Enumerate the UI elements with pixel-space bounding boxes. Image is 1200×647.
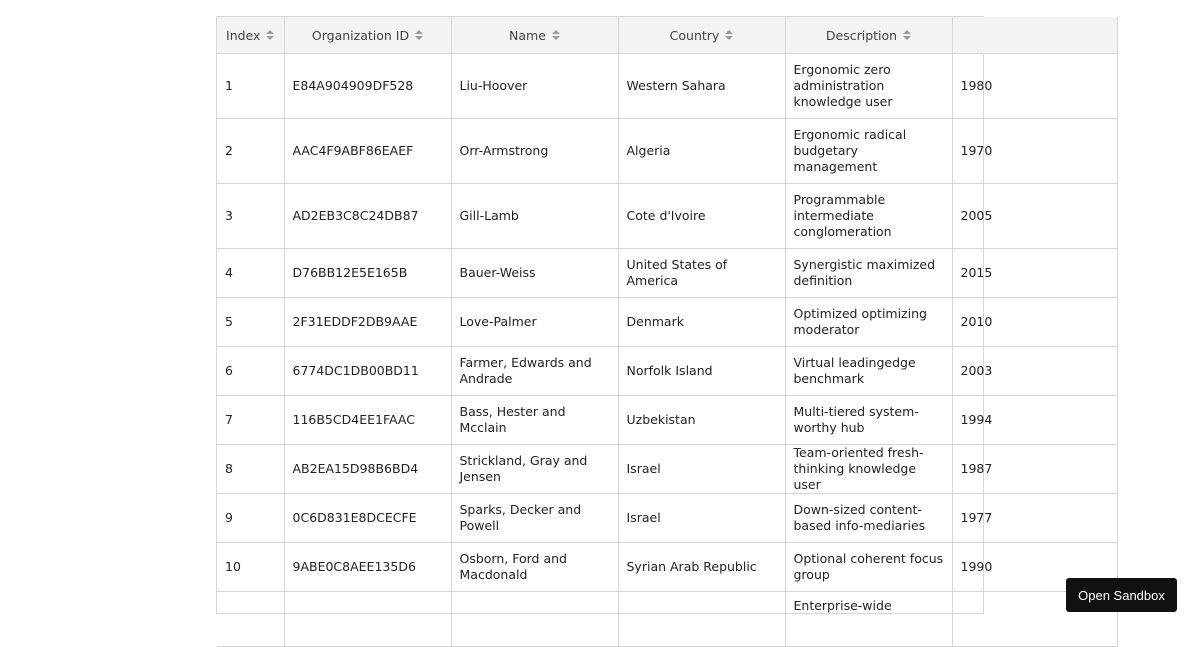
sort-icon[interactable] [415, 30, 423, 40]
sort-icon[interactable] [725, 30, 733, 40]
cell-index: 7 [217, 396, 284, 445]
cell-name: Sparks, Decker and Powell [451, 494, 618, 543]
cell-organization-id: 6774DC1DB00BD11 [284, 347, 451, 396]
cell-organization-id: D76BB12E5E165B [284, 249, 451, 298]
cell-name [451, 592, 618, 647]
column-header-founded[interactable] [952, 17, 1117, 54]
table-row [217, 184, 1117, 249]
cell-founded: 1980 [952, 54, 1117, 119]
column-header-label: Index [226, 27, 261, 43]
cell-description: Synergistic maximized definition [785, 249, 952, 298]
table-row [217, 494, 1117, 543]
cell-founded: 2010 [952, 298, 1117, 347]
cell-founded: 1987 [952, 445, 1117, 494]
cell-organization-id: E84A904909DF528 [284, 54, 451, 119]
cell-index [217, 592, 284, 647]
cell-description: Enterprise-wide [785, 592, 952, 647]
cell-organization-id: 2F31EDDF2DB9AAE [284, 298, 451, 347]
cell-description: Down-sized content-based info-mediaries [785, 494, 952, 543]
cell-organization-id [284, 592, 451, 647]
cell-index: 8 [217, 445, 284, 494]
cell-founded: 2015 [952, 249, 1117, 298]
open-sandbox-button[interactable]: Open Sandbox [1066, 578, 1177, 612]
table-row [217, 543, 1117, 592]
cell-description: Ergonomic radical budgetary management [785, 119, 952, 184]
column-header-index[interactable] [217, 17, 284, 54]
cell-description: Team-oriented fresh-thinking knowledge user [785, 445, 952, 494]
table-row [217, 298, 1117, 347]
sort-icon[interactable] [552, 30, 560, 40]
cell-name: Gill-Lamb [451, 184, 618, 249]
column-header-label: Organization ID [311, 27, 410, 43]
cell-name: Orr-Armstrong [451, 119, 618, 184]
table-row [217, 396, 1117, 445]
cell-country: Algeria [618, 119, 785, 184]
cell-index: 10 [217, 543, 284, 592]
cell-name: Love-Palmer [451, 298, 618, 347]
cell-country: Western Sahara [618, 54, 785, 119]
cell-founded: 1970 [952, 119, 1117, 184]
cell-name: Osborn, Ford and Macdonald [451, 543, 618, 592]
cell-description: Optional coherent focus group [785, 543, 952, 592]
table-header-row [217, 17, 1117, 54]
table-row [217, 592, 1117, 647]
table-row [217, 54, 1117, 119]
column-header-label: Name [509, 27, 546, 43]
organizations-table [217, 17, 1118, 647]
table-row [217, 347, 1117, 396]
cell-founded: 1977 [952, 494, 1117, 543]
cell-name: Bass, Hester and Mcclain [451, 396, 618, 445]
cell-country: Israel [618, 445, 785, 494]
cell-founded: 1990 [952, 543, 1117, 592]
cell-index: 3 [217, 184, 284, 249]
cell-description: Virtual leadingedge benchmark [785, 347, 952, 396]
cell-index: 5 [217, 298, 284, 347]
cell-organization-id: AD2EB3C8C24DB87 [284, 184, 451, 249]
cell-name: Bauer-Weiss [451, 249, 618, 298]
column-header-description[interactable] [785, 17, 952, 54]
cell-description: Optimized optimizing moderator [785, 298, 952, 347]
cell-description: Programmable intermediate conglomeration [785, 184, 952, 249]
cell-founded: 1994 [952, 396, 1117, 445]
cell-organization-id: AAC4F9ABF86EAEF [284, 119, 451, 184]
column-header-name[interactable] [451, 17, 618, 54]
cell-description: Ergonomic zero administration knowledge user [785, 54, 952, 119]
data-table-container[interactable] [216, 16, 993, 614]
table-row [217, 249, 1117, 298]
cell-country: Uzbekistan [618, 396, 785, 445]
cell-index: 1 [217, 54, 284, 119]
cell-index: 9 [217, 494, 284, 543]
cell-organization-id: AB2EA15D98B6BD4 [284, 445, 451, 494]
cell-index: 4 [217, 249, 284, 298]
cell-country: Norfolk Island [618, 347, 785, 396]
cell-organization-id: 116B5CD4EE1FAAC [284, 396, 451, 445]
column-header-label: Description [825, 27, 898, 43]
sort-icon[interactable] [266, 30, 274, 40]
column-header-label: Country [669, 27, 720, 43]
column-header-country[interactable] [618, 17, 785, 54]
cell-country: United States of America [618, 249, 785, 298]
table-row [217, 445, 1117, 494]
cell-name: Farmer, Edwards and Andrade [451, 347, 618, 396]
table-row [217, 119, 1117, 184]
cell-founded: 2003 [952, 347, 1117, 396]
cell-country: Syrian Arab Republic [618, 543, 785, 592]
sort-icon[interactable] [903, 30, 911, 40]
cell-name: Strickland, Gray and Jensen [451, 445, 618, 494]
cell-founded: 2005 [952, 184, 1117, 249]
cell-country: Denmark [618, 298, 785, 347]
cell-name: Liu-Hoover [451, 54, 618, 119]
cell-index: 6 [217, 347, 284, 396]
cell-country: Cote d'Ivoire [618, 184, 785, 249]
cell-organization-id: 0C6D831E8DCECFE [284, 494, 451, 543]
cell-organization-id: 9ABE0C8AEE135D6 [284, 543, 451, 592]
cell-country [618, 592, 785, 647]
column-header-organization-id[interactable] [284, 17, 451, 54]
cell-description: Multi-tiered system-worthy hub [785, 396, 952, 445]
cell-index: 2 [217, 119, 284, 184]
cell-country: Israel [618, 494, 785, 543]
